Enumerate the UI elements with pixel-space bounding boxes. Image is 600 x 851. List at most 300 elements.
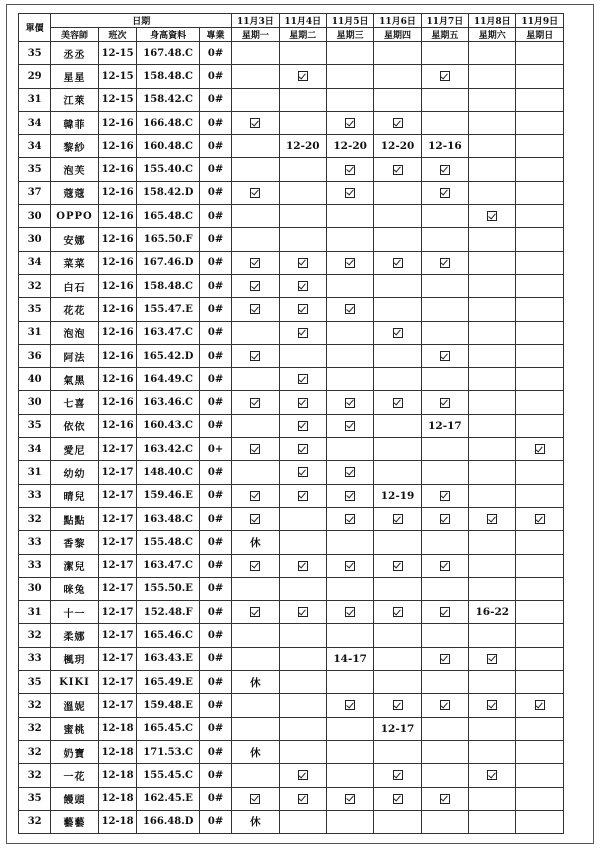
checkbox-checked-icon	[440, 491, 450, 501]
day-cell	[421, 135, 468, 158]
day-cell	[279, 694, 326, 717]
day-cell	[326, 507, 373, 530]
shift-note: 休	[250, 746, 261, 759]
day-cell	[516, 111, 564, 134]
day-cell	[279, 391, 326, 414]
table-row	[19, 42, 564, 65]
checkbox-checked-icon	[298, 281, 308, 291]
class-cell: 12-17	[98, 484, 137, 507]
table-row	[19, 647, 564, 670]
checkbox-checked-icon	[487, 211, 497, 221]
shift-note: 12-17	[428, 419, 462, 432]
day-cell	[326, 484, 373, 507]
checkbox-checked-icon	[440, 71, 450, 81]
day-cell	[232, 65, 279, 88]
day-cell	[232, 554, 279, 577]
table-row	[19, 740, 564, 763]
day-cell	[516, 554, 564, 577]
name-cell: OPPO	[51, 205, 98, 228]
name-cell: 點點	[51, 507, 98, 530]
table-row	[19, 577, 564, 600]
height-cell: 165.50.F	[137, 228, 199, 251]
checkbox-checked-icon	[393, 328, 403, 338]
day-cell	[374, 601, 421, 624]
day-cell	[374, 274, 421, 297]
price-cell: 31	[19, 88, 51, 111]
spec-cell: 0#	[199, 391, 231, 414]
checkbox-checked-icon	[345, 514, 355, 524]
spec-cell: 0#	[199, 135, 231, 158]
day-cell	[374, 65, 421, 88]
price-cell: 34	[19, 251, 51, 274]
table-row	[19, 321, 564, 344]
day-cell	[469, 181, 516, 204]
day-cell	[469, 321, 516, 344]
table-row	[19, 88, 564, 111]
checkbox-checked-icon	[298, 607, 308, 617]
day-cell	[421, 181, 468, 204]
day-cell	[232, 764, 279, 787]
name-cell: 奶寶	[51, 740, 98, 763]
day-cell	[421, 391, 468, 414]
day-cell	[421, 321, 468, 344]
checkbox-checked-icon	[535, 514, 545, 524]
name-cell: 溫妮	[51, 694, 98, 717]
price-cell: 29	[19, 65, 51, 88]
day-cell	[421, 158, 468, 181]
height-cell: 155.48.C	[137, 531, 199, 554]
spec-cell: 0#	[199, 577, 231, 600]
day-cell	[421, 601, 468, 624]
spec-cell: 0#	[199, 624, 231, 647]
checkbox-checked-icon	[393, 398, 403, 408]
price-cell: 31	[19, 321, 51, 344]
day-cell	[516, 647, 564, 670]
checkbox-checked-icon	[345, 421, 355, 431]
day-cell	[232, 507, 279, 530]
day-cell	[279, 251, 326, 274]
day-cell	[232, 205, 279, 228]
day-cell	[516, 764, 564, 787]
table-row	[19, 787, 564, 810]
spec-cell: 0#	[199, 764, 231, 787]
checkbox-checked-icon	[393, 165, 403, 175]
day-cell	[279, 298, 326, 321]
day-cell	[421, 507, 468, 530]
price-cell: 31	[19, 461, 51, 484]
header-weekday: 星期一	[232, 28, 279, 42]
class-cell: 12-16	[98, 298, 137, 321]
day-cell	[279, 531, 326, 554]
day-cell	[374, 205, 421, 228]
name-cell: 菜菜	[51, 251, 98, 274]
day-cell	[279, 484, 326, 507]
checkbox-checked-icon	[440, 398, 450, 408]
day-cell	[326, 624, 373, 647]
day-cell	[279, 205, 326, 228]
day-cell	[326, 810, 373, 833]
table-row	[19, 438, 564, 461]
checkbox-checked-icon	[440, 794, 450, 804]
day-cell	[421, 717, 468, 740]
day-cell	[516, 391, 564, 414]
header-date-group: 日期	[51, 14, 232, 28]
price-cell: 35	[19, 158, 51, 181]
day-cell	[326, 531, 373, 554]
name-cell: 藝藝	[51, 810, 98, 833]
spec-cell: 0#	[199, 461, 231, 484]
day-cell	[421, 344, 468, 367]
day-cell	[374, 181, 421, 204]
table-row	[19, 391, 564, 414]
day-cell	[469, 274, 516, 297]
day-cell	[232, 601, 279, 624]
day-cell	[279, 65, 326, 88]
day-cell	[326, 461, 373, 484]
header-spec: 專業	[199, 28, 231, 42]
name-cell: 一花	[51, 764, 98, 787]
height-cell: 158.42.C	[137, 88, 199, 111]
height-cell: 167.46.D	[137, 251, 199, 274]
table-row	[19, 111, 564, 134]
day-cell	[232, 158, 279, 181]
height-cell: 167.48.C	[137, 42, 199, 65]
shift-note: 休	[250, 816, 261, 829]
day-cell	[232, 111, 279, 134]
price-cell: 32	[19, 694, 51, 717]
spec-cell: 0#	[199, 601, 231, 624]
checkbox-checked-icon	[298, 304, 308, 314]
day-cell	[421, 368, 468, 391]
day-cell	[279, 88, 326, 111]
day-cell	[421, 554, 468, 577]
checkbox-checked-icon	[345, 561, 355, 571]
name-cell: 十一	[51, 601, 98, 624]
name-cell: 七喜	[51, 391, 98, 414]
day-cell	[421, 42, 468, 65]
checkbox-checked-icon	[440, 700, 450, 710]
table-row	[19, 601, 564, 624]
day-cell	[232, 298, 279, 321]
name-cell: 泡泡	[51, 321, 98, 344]
class-cell: 12-15	[98, 88, 137, 111]
day-cell	[326, 391, 373, 414]
header-date: 11月7日	[421, 14, 468, 28]
day-cell	[374, 554, 421, 577]
checkbox-checked-icon	[298, 491, 308, 501]
price-cell: 34	[19, 135, 51, 158]
class-cell: 12-16	[98, 391, 137, 414]
day-cell	[469, 414, 516, 437]
name-cell: 阿法	[51, 344, 98, 367]
day-cell	[469, 740, 516, 763]
day-cell	[232, 274, 279, 297]
day-cell	[326, 694, 373, 717]
checkbox-checked-icon	[298, 467, 308, 477]
day-cell	[469, 368, 516, 391]
price-cell: 35	[19, 414, 51, 437]
table-row	[19, 344, 564, 367]
checkbox-checked-icon	[250, 351, 260, 361]
day-cell	[232, 321, 279, 344]
table-row	[19, 461, 564, 484]
day-cell	[421, 740, 468, 763]
height-cell: 166.48.D	[137, 810, 199, 833]
day-cell	[421, 205, 468, 228]
day-cell	[516, 438, 564, 461]
checkbox-checked-icon	[487, 654, 497, 664]
day-cell	[326, 205, 373, 228]
day-cell	[279, 554, 326, 577]
shift-note: 休	[250, 676, 261, 689]
day-cell	[326, 671, 373, 694]
checkbox-checked-icon	[250, 118, 260, 128]
checkbox-checked-icon	[393, 258, 403, 268]
price-cell: 30	[19, 228, 51, 251]
day-cell	[421, 647, 468, 670]
shift-note: 休	[250, 536, 261, 549]
day-cell	[374, 135, 421, 158]
day-cell	[374, 368, 421, 391]
day-cell	[374, 647, 421, 670]
name-cell: 依依	[51, 414, 98, 437]
table-row	[19, 507, 564, 530]
day-cell	[469, 251, 516, 274]
day-cell	[279, 624, 326, 647]
schedule-table	[18, 13, 564, 834]
day-cell	[516, 577, 564, 600]
spec-cell: 0#	[199, 717, 231, 740]
shift-note: 14-17	[333, 652, 367, 665]
checkbox-checked-icon	[345, 304, 355, 314]
day-cell	[421, 694, 468, 717]
shift-note: 16-22	[475, 606, 510, 619]
day-cell	[374, 158, 421, 181]
height-cell: 155.50.E	[137, 577, 199, 600]
table-row	[19, 671, 564, 694]
table-row	[19, 484, 564, 507]
day-cell	[232, 740, 279, 763]
name-cell: 黎紗	[51, 135, 98, 158]
spec-cell: 0#	[199, 158, 231, 181]
day-cell	[232, 368, 279, 391]
day-cell	[374, 717, 421, 740]
height-cell: 155.40.C	[137, 158, 199, 181]
checkbox-checked-icon	[250, 491, 260, 501]
day-cell	[279, 111, 326, 134]
day-cell	[516, 787, 564, 810]
header-date: 11月6日	[374, 14, 421, 28]
day-cell	[326, 42, 373, 65]
day-cell	[516, 158, 564, 181]
price-cell: 32	[19, 740, 51, 763]
day-cell	[469, 694, 516, 717]
day-cell	[279, 274, 326, 297]
spec-cell: 0#	[199, 484, 231, 507]
checkbox-checked-icon	[250, 281, 260, 291]
day-cell	[326, 88, 373, 111]
day-cell	[326, 65, 373, 88]
day-cell	[232, 181, 279, 204]
checkbox-checked-icon	[487, 700, 497, 710]
checkbox-checked-icon	[345, 794, 355, 804]
class-cell: 12-17	[98, 461, 137, 484]
price-cell: 34	[19, 438, 51, 461]
class-cell: 12-16	[98, 251, 137, 274]
day-cell	[469, 554, 516, 577]
day-cell	[232, 717, 279, 740]
day-cell	[232, 42, 279, 65]
header-name: 美容師	[51, 28, 98, 42]
day-cell	[326, 414, 373, 437]
day-cell	[279, 438, 326, 461]
spec-cell: 0#	[199, 414, 231, 437]
checkbox-checked-icon	[440, 514, 450, 524]
day-cell	[469, 810, 516, 833]
table-row	[19, 65, 564, 88]
checkbox-checked-icon	[250, 304, 260, 314]
height-cell: 152.48.F	[137, 601, 199, 624]
price-cell: 33	[19, 647, 51, 670]
header-price: 單價	[19, 14, 51, 42]
day-cell	[469, 344, 516, 367]
day-cell	[279, 810, 326, 833]
name-cell: 楓玥	[51, 647, 98, 670]
day-cell	[232, 438, 279, 461]
height-cell: 165.46.C	[137, 624, 199, 647]
day-cell	[232, 391, 279, 414]
day-cell	[516, 717, 564, 740]
height-cell: 148.40.C	[137, 461, 199, 484]
spec-cell: 0#	[199, 181, 231, 204]
checkbox-checked-icon	[345, 188, 355, 198]
name-cell: 香黎	[51, 531, 98, 554]
class-cell: 12-16	[98, 135, 137, 158]
checkbox-checked-icon	[298, 398, 308, 408]
height-cell: 155.47.E	[137, 298, 199, 321]
day-cell	[374, 228, 421, 251]
spec-cell: 0#	[199, 228, 231, 251]
day-cell	[279, 158, 326, 181]
checkbox-checked-icon	[393, 118, 403, 128]
class-cell: 12-16	[98, 158, 137, 181]
checkbox-checked-icon	[535, 444, 545, 454]
day-cell	[516, 228, 564, 251]
name-cell: 饅頭	[51, 787, 98, 810]
day-cell	[326, 438, 373, 461]
day-cell	[279, 321, 326, 344]
checkbox-checked-icon	[393, 607, 403, 617]
checkbox-checked-icon	[535, 700, 545, 710]
price-cell: 30	[19, 205, 51, 228]
day-cell	[279, 740, 326, 763]
class-cell: 12-15	[98, 65, 137, 88]
spec-cell: 0#	[199, 321, 231, 344]
header-weekday: 星期二	[279, 28, 326, 42]
header-date: 11月5日	[326, 14, 373, 28]
day-cell	[469, 577, 516, 600]
name-cell: 花花	[51, 298, 98, 321]
header-row-dates	[19, 14, 564, 28]
day-cell	[374, 251, 421, 274]
checkbox-checked-icon	[250, 258, 260, 268]
name-cell: 幼幼	[51, 461, 98, 484]
day-cell	[326, 601, 373, 624]
day-cell	[279, 577, 326, 600]
name-cell: 晴兒	[51, 484, 98, 507]
height-cell: 160.43.C	[137, 414, 199, 437]
day-cell	[516, 484, 564, 507]
height-cell: 160.48.C	[137, 135, 199, 158]
class-cell: 12-16	[98, 228, 137, 251]
table-row	[19, 274, 564, 297]
checkbox-checked-icon	[440, 351, 450, 361]
day-cell	[516, 135, 564, 158]
price-cell: 32	[19, 810, 51, 833]
spec-cell: 0#	[199, 554, 231, 577]
checkbox-checked-icon	[440, 654, 450, 664]
day-cell	[326, 577, 373, 600]
height-cell: 166.48.C	[137, 111, 199, 134]
checkbox-checked-icon	[487, 514, 497, 524]
class-cell: 12-18	[98, 764, 137, 787]
class-cell: 12-18	[98, 787, 137, 810]
day-cell	[469, 111, 516, 134]
day-cell	[279, 787, 326, 810]
table-row	[19, 764, 564, 787]
shift-note: 12-20	[285, 140, 320, 153]
day-cell	[469, 461, 516, 484]
day-cell	[374, 111, 421, 134]
header-weekday: 星期三	[326, 28, 373, 42]
height-cell: 163.48.C	[137, 507, 199, 530]
price-cell: 32	[19, 624, 51, 647]
class-cell: 12-15	[98, 42, 137, 65]
checkbox-checked-icon	[393, 794, 403, 804]
price-cell: 32	[19, 764, 51, 787]
day-cell	[469, 228, 516, 251]
day-cell	[469, 787, 516, 810]
height-cell: 165.48.C	[137, 205, 199, 228]
day-cell	[469, 507, 516, 530]
day-cell	[516, 601, 564, 624]
checkbox-checked-icon	[393, 700, 403, 710]
name-cell: KIKI	[51, 671, 98, 694]
height-cell: 164.49.C	[137, 368, 199, 391]
day-cell	[516, 694, 564, 717]
day-cell	[421, 764, 468, 787]
table-row	[19, 298, 564, 321]
header-date: 11月9日	[516, 14, 564, 28]
day-cell	[374, 577, 421, 600]
day-cell	[374, 764, 421, 787]
day-cell	[374, 321, 421, 344]
day-cell	[232, 647, 279, 670]
day-cell	[469, 158, 516, 181]
day-cell	[279, 228, 326, 251]
shift-note: 12-20	[380, 140, 415, 153]
class-cell: 12-16	[98, 321, 137, 344]
spec-cell: 0#	[199, 298, 231, 321]
day-cell	[232, 414, 279, 437]
height-cell: 171.53.C	[137, 740, 199, 763]
spec-cell: 0#	[199, 694, 231, 717]
name-cell: 星星	[51, 65, 98, 88]
price-cell: 35	[19, 671, 51, 694]
day-cell	[374, 484, 421, 507]
spec-cell: 0+	[199, 438, 231, 461]
day-cell	[374, 88, 421, 111]
